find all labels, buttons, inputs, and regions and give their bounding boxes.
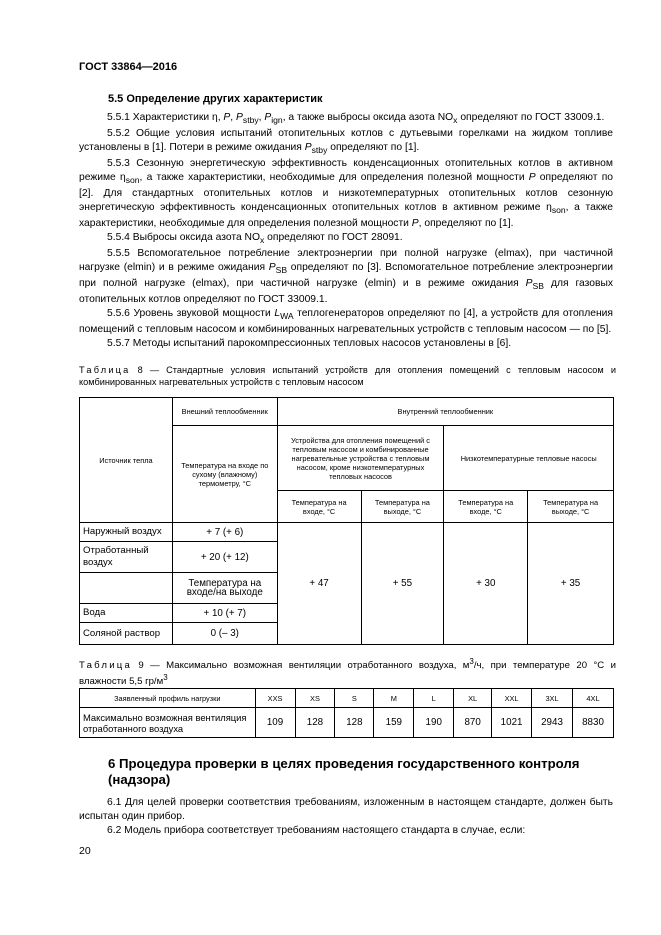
profile-header: XS	[295, 689, 335, 708]
col-g1-in-header: Температура на входе, °С	[277, 491, 361, 523]
value-g2-out: + 35	[528, 523, 614, 645]
paragraph-5-5-2: 5.5.2 Общие условия испытаний отопительных котлов с дутьевыми горелками на жидком топливе установлены в [1]. Потери в режиме ожидания $P_{stby}$ определяют по [1].	[79, 128, 613, 156]
profile-header: 3XL	[532, 689, 573, 708]
row-source-label: Вода	[80, 604, 173, 623]
paragraph-5-5-3: 5.5.3 Сезонную энергетическую эффективность конденсационных отопительных котлов в активном режиме $\eta_{son}$, а также характеристики, необходимые для определения полезной мощности P определяют по [2]. Для стандартных отопительных котлов и низкотемпературных отопительных котлов сезонную энергетическую эффективность конденсационных отопительных котлов в активном режиме $\eta_{son}$, а также характеристики, необходимые для определения полезной мощности P, определяют по [1].	[79, 158, 613, 230]
profile-header: 4XL	[572, 689, 613, 708]
ventilation-value: 1021	[492, 708, 532, 738]
ventilation-value: 128	[295, 708, 335, 738]
table9-caption: Таблица 9 — Максимально возможная вентиляции отработанного воздуха, $м^3/ч$, при температуре 20 °С и влажности 5,5 $гр/м^3$	[79, 657, 617, 688]
profile-header: XXS	[255, 689, 295, 708]
table8-caption: Таблица 8 — Стандартные условия испытаний устройств для отопления помещений с тепловым насосом и комбинированных нагревательных устройств с тепловым насосом	[79, 365, 616, 387]
profile-header-label: Заявленный профиль нагрузки	[80, 689, 256, 708]
section-5-5-body	[79, 111, 613, 351]
col-group2-header: Низкотемпературные тепловые насосы	[444, 426, 614, 491]
page-number: 20	[79, 845, 91, 857]
section-5-5-title: 5.5 Определение других характеристик	[108, 93, 323, 105]
ventilation-value: 159	[374, 708, 414, 738]
value-g1-in: + 47	[277, 523, 361, 645]
paragraph-5-5-1: 5.5.1 Характеристики η, P, $P_{stby}$, $P_{ign}$, а также выбросы оксида азота $NO_x$ определяют по ГОСТ 33009.1.	[107, 112, 605, 126]
row-ext-value: Температура на входе/на выходе	[172, 573, 277, 604]
table-9	[79, 688, 614, 738]
value-g1-out: + 55	[361, 523, 444, 645]
section-6-title: 6 Процедура проверки в целях проведения государственного контроля (надзора)	[108, 756, 580, 787]
col-g1-out-header: Температура на выходе, °С	[361, 491, 444, 523]
row-source-label	[80, 573, 173, 604]
ventilation-value: 128	[335, 708, 374, 738]
table-8	[79, 397, 614, 645]
profile-header: S	[335, 689, 374, 708]
ventilation-value: 8830	[572, 708, 613, 738]
row-ext-value: 0 (– 3)	[172, 623, 277, 645]
paragraph-6-1: 6.1 Для целей проверки соответствия требованиям, изложенным в настоящем стандарте, должен быть испытан один прибор.	[79, 797, 613, 822]
profile-header: M	[374, 689, 414, 708]
row-source-label: Соляной раствор	[80, 623, 173, 645]
paragraph-5-5-4: 5.5.4 Выбросы оксида азота $NO_x$ определяют по ГОСТ 28091.	[107, 232, 403, 246]
section-6-body	[79, 796, 613, 838]
col-ext-temp-header: Температура на входе по сухому (влажному) термометру, °С	[172, 426, 277, 523]
ventilation-value: 190	[414, 708, 454, 738]
ventilation-row-label: Максимально возможная вентиляция отработанного воздуха	[80, 708, 256, 738]
paragraph-6-2: 6.2 Модель прибора соответствует требованиям настоящего стандарта в случае, если:	[107, 825, 526, 836]
value-g2-in: + 30	[444, 523, 528, 645]
ventilation-value: 870	[454, 708, 492, 738]
row-ext-value: + 7 (+ 6)	[172, 523, 277, 542]
col-internal-header: Внутренний теплообменник	[277, 398, 613, 426]
ventilation-value: 109	[255, 708, 295, 738]
row-source-label: Отработанный воздух	[80, 542, 173, 573]
profile-header: L	[414, 689, 454, 708]
paragraph-5-5-7: 5.5.7 Методы испытаний парокомпрессионных тепловых насосов установлены в [6].	[107, 338, 512, 350]
ventilation-value: 2943	[532, 708, 573, 738]
paragraph-5-5-5: 5.5.5 Вспомогательное потребление электроэнергии при полной нагрузке (elmax), при частичной нагрузке (elmin) и в режиме ожидания $P_{SB}$ определяют по [3]. Вспомогательное потребление электроэнергии при полной нагрузке (elmax), при частичной нагрузке (elmin) и в режиме ожидания $P_{SB}$ для газовых отопительных котлов определяют по ГОСТ 33009.1.	[79, 248, 613, 306]
col-external-header: Внешний теплообменник	[172, 398, 277, 426]
col-source-header: Источник тепла	[80, 398, 173, 523]
col-group1-header: Устройства для отопления помещений с тепловым насосом и комбинированные нагревательные устройства с тепловым насосом, кроме низкотемпературных тепловых насосов	[277, 426, 444, 491]
standard-header: ГОСТ 33864—2016	[79, 61, 178, 73]
col-g2-out-header: Температура на выходе, °С	[528, 491, 614, 523]
row-source-label: Наружный воздух	[80, 523, 173, 542]
profile-header: XL	[454, 689, 492, 708]
paragraph-5-5-6: 5.5.6 Уровень звуковой мощности $L_{WA}$ теплогенераторов определяют по [4], а устройств для отопления помещений с тепловым насосом и комбинированных нагревательных устройств с тепловым насосом — по [5].	[79, 308, 614, 336]
row-ext-value: + 20 (+ 12)	[172, 542, 277, 573]
col-g2-in-header: Температура на входе, °С	[444, 491, 528, 523]
profile-header: XXL	[492, 689, 532, 708]
row-ext-value: + 10 (+ 7)	[172, 604, 277, 623]
